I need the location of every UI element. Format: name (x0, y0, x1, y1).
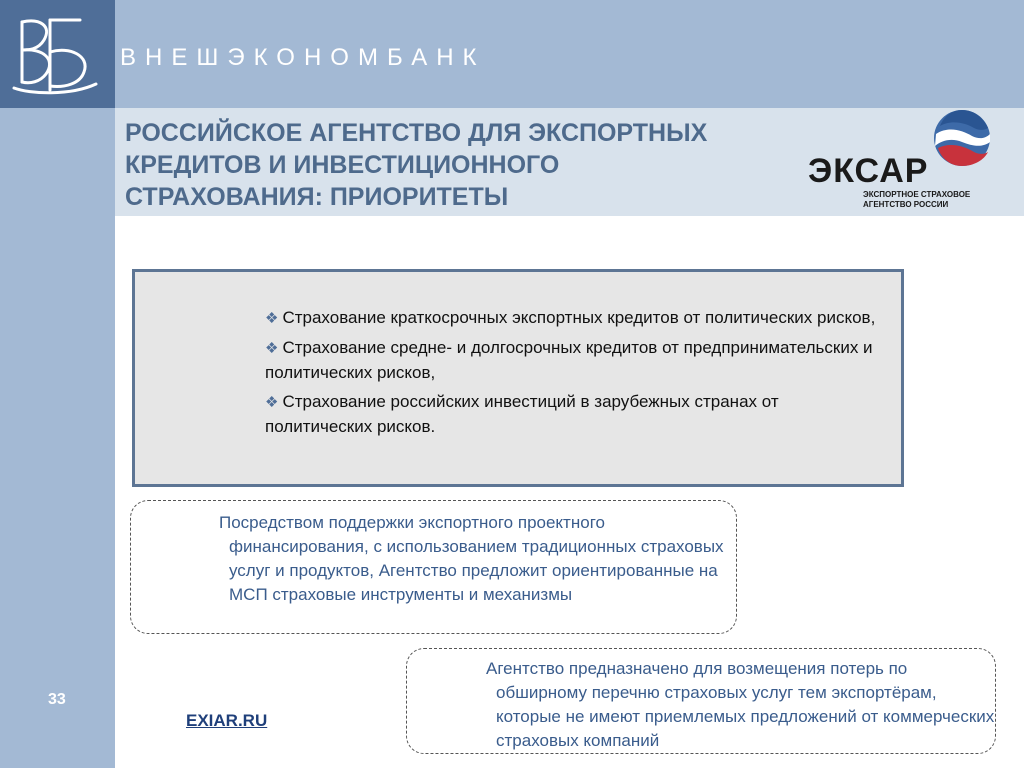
exiar-tagline (863, 190, 993, 210)
page-number: 33 (48, 691, 66, 708)
title-line: КРЕДИТОВ И ИНВЕСТИЦИОННОГО (125, 151, 560, 179)
agency-note-text: Агентство предназначено для возмещения потерь по обширному перечню страховых услуг тем экспортёрам, которые не имеют приемлемых предложений от коммерческих страховых компаний (486, 659, 995, 750)
veb-logo (0, 0, 115, 108)
title-line: СТРАХОВАНИЯ: ПРИОРИТЕТЫ (125, 183, 509, 211)
list-item (265, 390, 885, 439)
priorities-panel (132, 269, 904, 487)
agency-note-box (406, 648, 996, 754)
list-item-text: Страхование российских инвестиций в зарубежных странах от политических рисков. (265, 392, 779, 436)
exiar-site-link[interactable]: EXIAR.RU (186, 711, 268, 730)
list-item-text: Страхование краткосрочных экспортных кредитов от политических рисков, (282, 308, 876, 327)
priorities-list (265, 306, 885, 444)
globe-icon (932, 108, 992, 168)
exiar-logo (808, 106, 998, 216)
title-line: РОССИЙСКОЕ АГЕНТСТВО ДЛЯ ЭКСПОРТНЫХ (125, 119, 708, 147)
left-sidebar-band (0, 0, 115, 768)
diamond-bullet-icon: ❖ (265, 394, 279, 411)
msp-note-box (130, 500, 737, 634)
list-item (265, 306, 885, 331)
list-item (265, 336, 885, 385)
bank-name: ВНЕШЭКОНОМБАНК (120, 44, 486, 71)
msp-note-text: Посредством поддержки экспортного проектного финансирования, с использованием традиционных страховых услуг и продуктов, Агентство предложит ориентированные на МСП страховые инструменты и механизмы (219, 513, 724, 604)
diamond-bullet-icon: ❖ (265, 340, 279, 357)
exiar-wordmark: ЭКСАР (808, 152, 929, 190)
veb-monogram-icon (0, 0, 115, 108)
exiar-tagline-line: АГЕНТСТВО РОССИИ (863, 200, 949, 209)
exiar-tagline-line: ЭКСПОРТНОЕ СТРАХОВОЕ (863, 190, 971, 199)
diamond-bullet-icon: ❖ (265, 310, 279, 327)
page-title (125, 117, 805, 213)
list-item-text: Страхование средне- и долгосрочных кредитов от предпринимательских и политических рисков, (265, 338, 873, 382)
